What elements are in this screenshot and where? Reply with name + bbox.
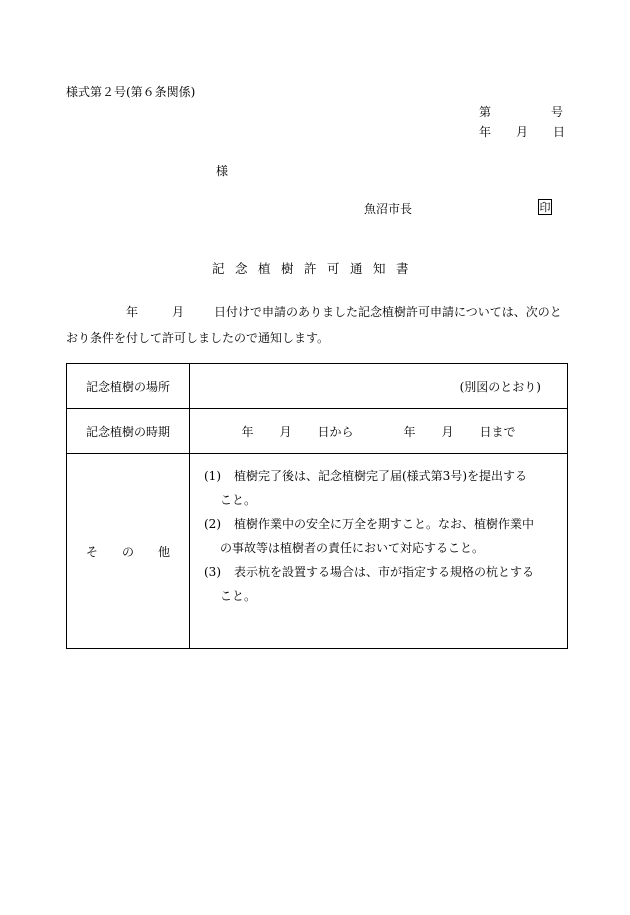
period-start-year: 年 bbox=[241, 424, 254, 439]
date-day: 日 bbox=[552, 125, 565, 139]
body-month: 月 bbox=[172, 305, 185, 319]
condition-item bbox=[204, 560, 559, 608]
other-label-part: 他 bbox=[157, 544, 170, 559]
other-label-part: そ bbox=[85, 544, 98, 559]
document-number-line bbox=[479, 106, 563, 118]
body-year: 年 bbox=[126, 305, 139, 319]
issuer-name: 魚沼市長 bbox=[364, 202, 413, 216]
other-label-part: の bbox=[121, 544, 134, 559]
document-title: 記念植樹許可通知書 bbox=[212, 261, 420, 276]
table-row bbox=[67, 454, 568, 649]
addressee-honorific: 様 bbox=[216, 164, 229, 178]
period-end-year: 年 bbox=[403, 424, 416, 439]
permit-conditions-table bbox=[66, 363, 568, 649]
period-end-month: 月 bbox=[441, 424, 454, 439]
conditions-list bbox=[190, 454, 568, 649]
doc-number-suffix: 号 bbox=[550, 105, 563, 119]
body-text: 日付けで申請のありました記念植樹許可申請については、次のとおり条件を付して許可しましたので通知します。 bbox=[66, 305, 562, 345]
period-start-day: 日から bbox=[317, 424, 354, 439]
condition-item bbox=[204, 512, 559, 560]
condition-text: 表示杭を設置する場合は、市が指定する規格の杭とする bbox=[234, 565, 535, 579]
condition-number: (2) bbox=[204, 517, 221, 531]
condition-item bbox=[204, 464, 559, 512]
form-number: 様式第２号(第６条関係) bbox=[66, 85, 196, 99]
condition-continuation: こと。 bbox=[220, 589, 257, 603]
table-row bbox=[67, 409, 568, 454]
condition-text: 植樹作業中の安全に万全を期すこと。なお、植樹作業中 bbox=[234, 517, 535, 531]
location-value: (別図のとおり) bbox=[190, 364, 568, 409]
period-start-month: 月 bbox=[279, 424, 292, 439]
condition-continuation: こと。 bbox=[220, 493, 257, 507]
seal-stamp: 印 bbox=[539, 200, 551, 214]
notice-body bbox=[66, 299, 566, 351]
condition-number: (1) bbox=[204, 469, 221, 483]
condition-continuation: の事故等は植樹者の責任において対応すること。 bbox=[220, 541, 485, 555]
period-end-day: 日まで bbox=[479, 424, 516, 439]
period-label: 記念植樹の時期 bbox=[67, 409, 190, 454]
table-row bbox=[67, 364, 568, 409]
location-label: 記念植樹の場所 bbox=[67, 364, 190, 409]
doc-number-prefix: 第 bbox=[479, 105, 492, 119]
date-month: 月 bbox=[515, 125, 528, 139]
period-value bbox=[190, 409, 568, 454]
issue-date-line bbox=[479, 126, 565, 138]
condition-text: 植樹完了後は、記念植樹完了届(様式第3号)を提出する bbox=[234, 469, 528, 483]
condition-number: (3) bbox=[204, 565, 221, 579]
other-label bbox=[67, 454, 190, 649]
date-year: 年 bbox=[479, 125, 492, 139]
